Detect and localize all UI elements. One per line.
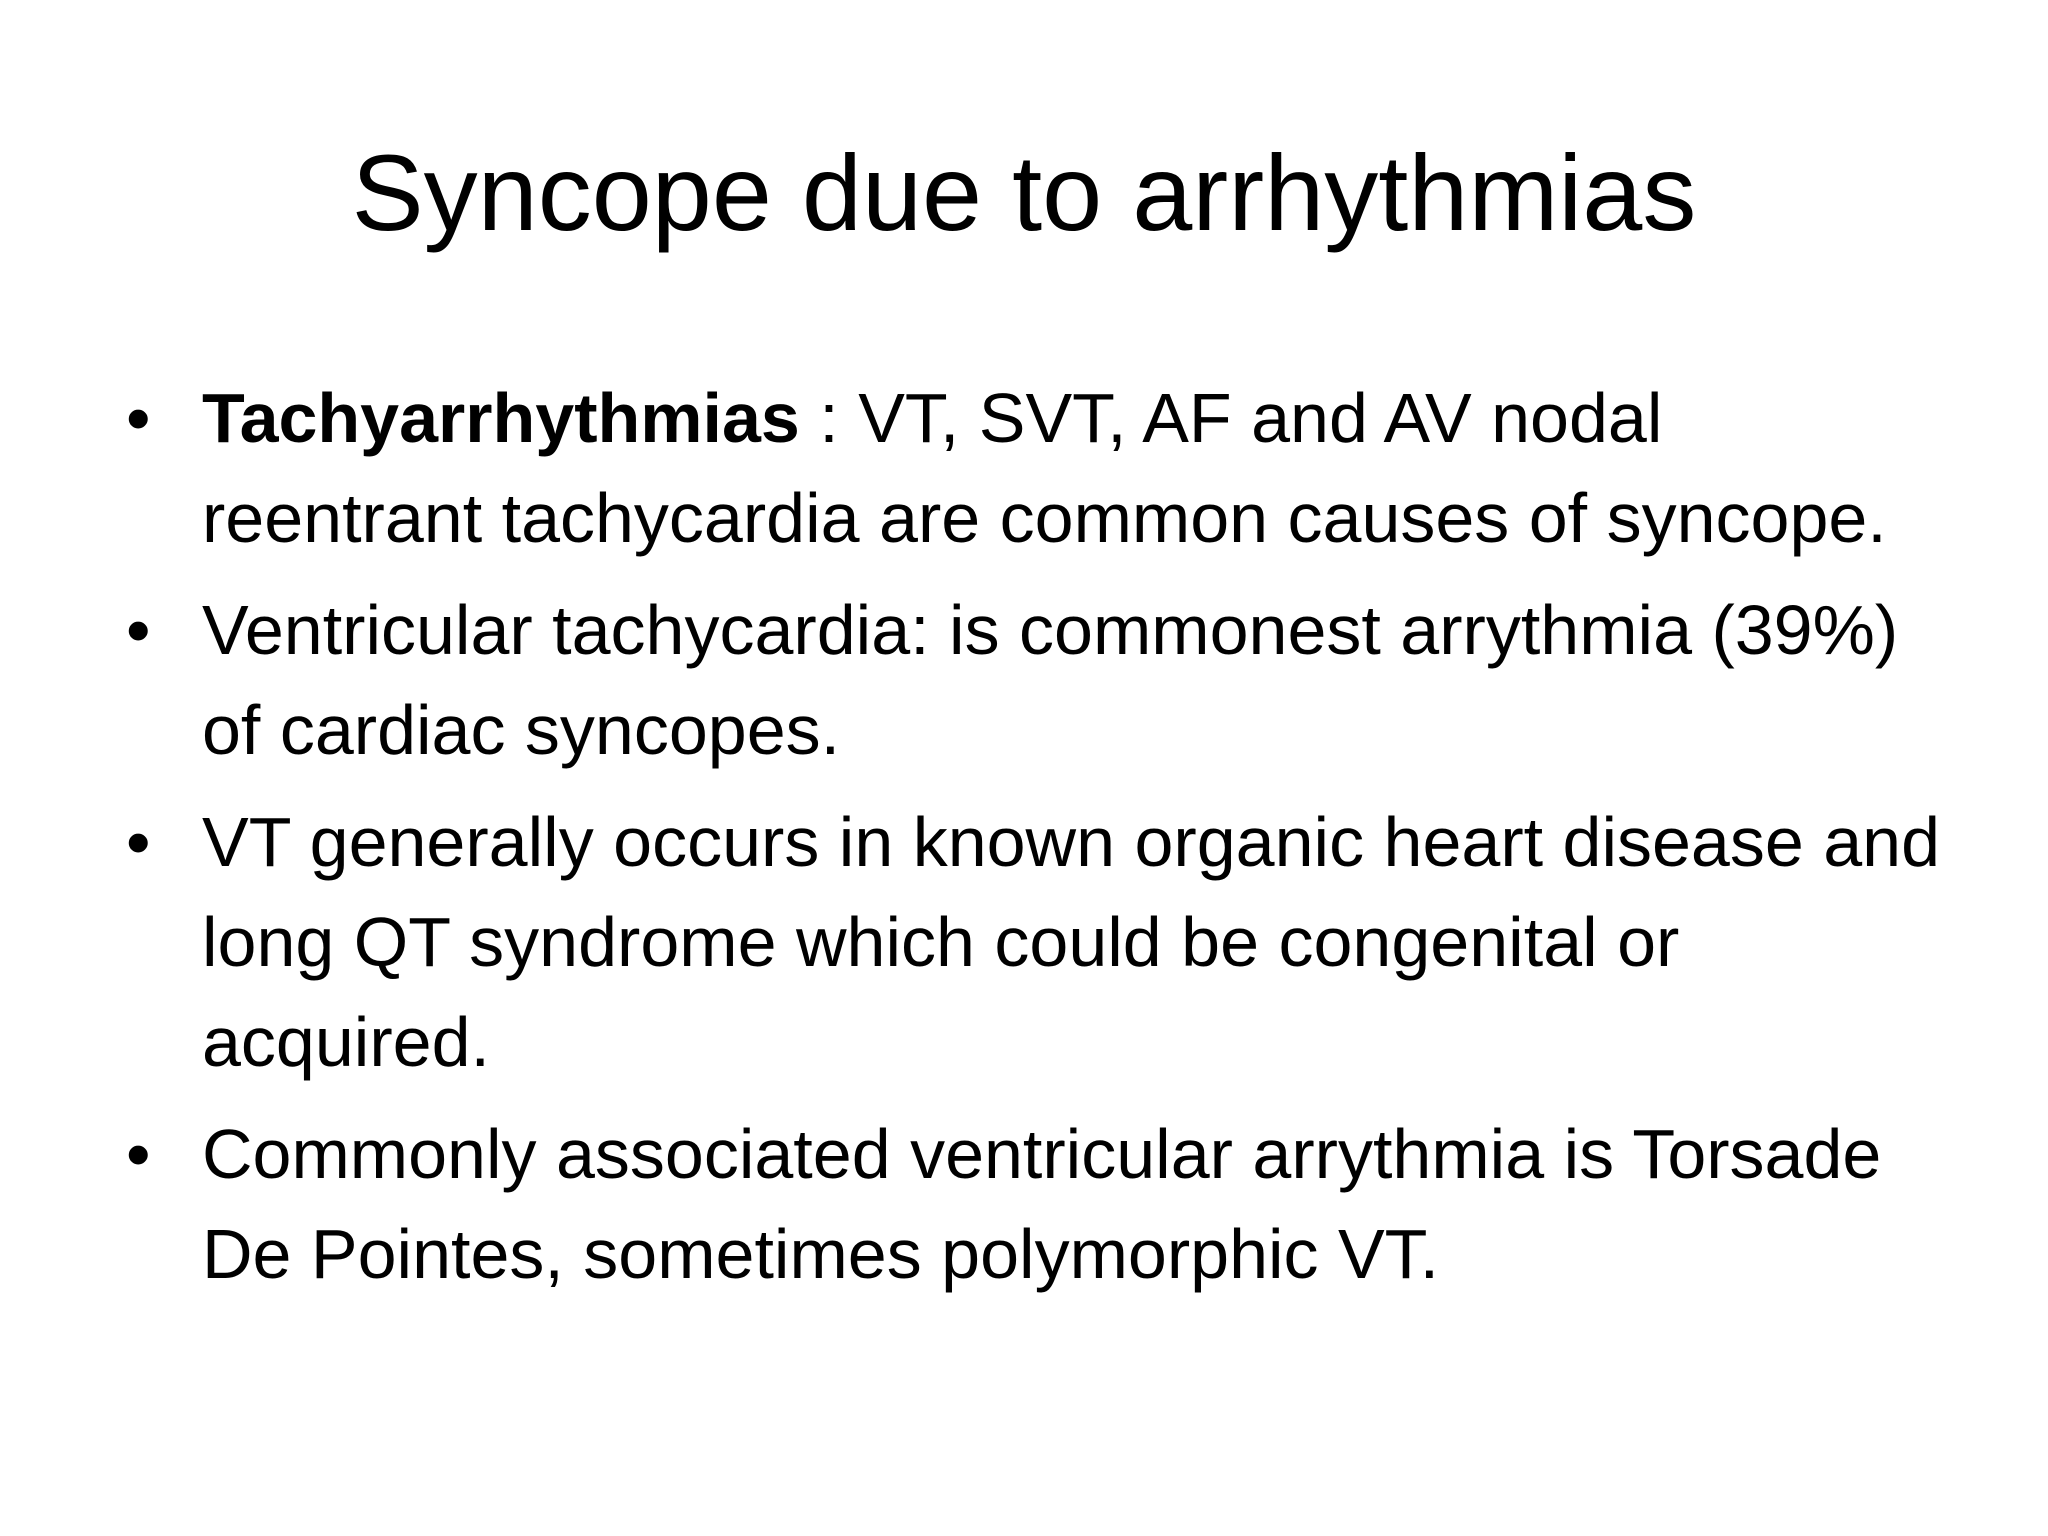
bullet-item-torsade-de-pointes	[118, 1104, 1948, 1304]
bullet-icon: •	[126, 591, 151, 669]
bullet-item-tachyarrhythmias	[118, 368, 1948, 568]
bullet-text: : VT, SVT, AF and AV nodal reentrant tachycardia are common causes of syncope.	[202, 379, 1887, 557]
bullet-text: Ventricular tachycardia: is commonest arrythmia (39%) of cardiac syncopes.	[202, 591, 1899, 769]
bullet-icon: •	[126, 803, 151, 881]
bullet-item-ventricular-tachycardia	[118, 580, 1948, 780]
bullet-text: Commonly associated ventricular arrythmia is Torsade De Pointes, sometimes polymorphic VT.	[202, 1115, 1882, 1293]
bullet-term: Tachyarrhythmias	[202, 379, 800, 457]
slide-title: Syncope due to arrhythmias	[351, 132, 1697, 253]
bullet-item-vt-organic-heart-disease	[118, 792, 1948, 1092]
bullet-list	[118, 368, 1948, 1316]
bullet-text: VT generally occurs in known organic heart disease and long QT syndrome which could be congenital or acquired.	[202, 803, 1941, 1081]
bullet-icon: •	[126, 1115, 151, 1193]
bullet-icon: •	[126, 379, 151, 457]
